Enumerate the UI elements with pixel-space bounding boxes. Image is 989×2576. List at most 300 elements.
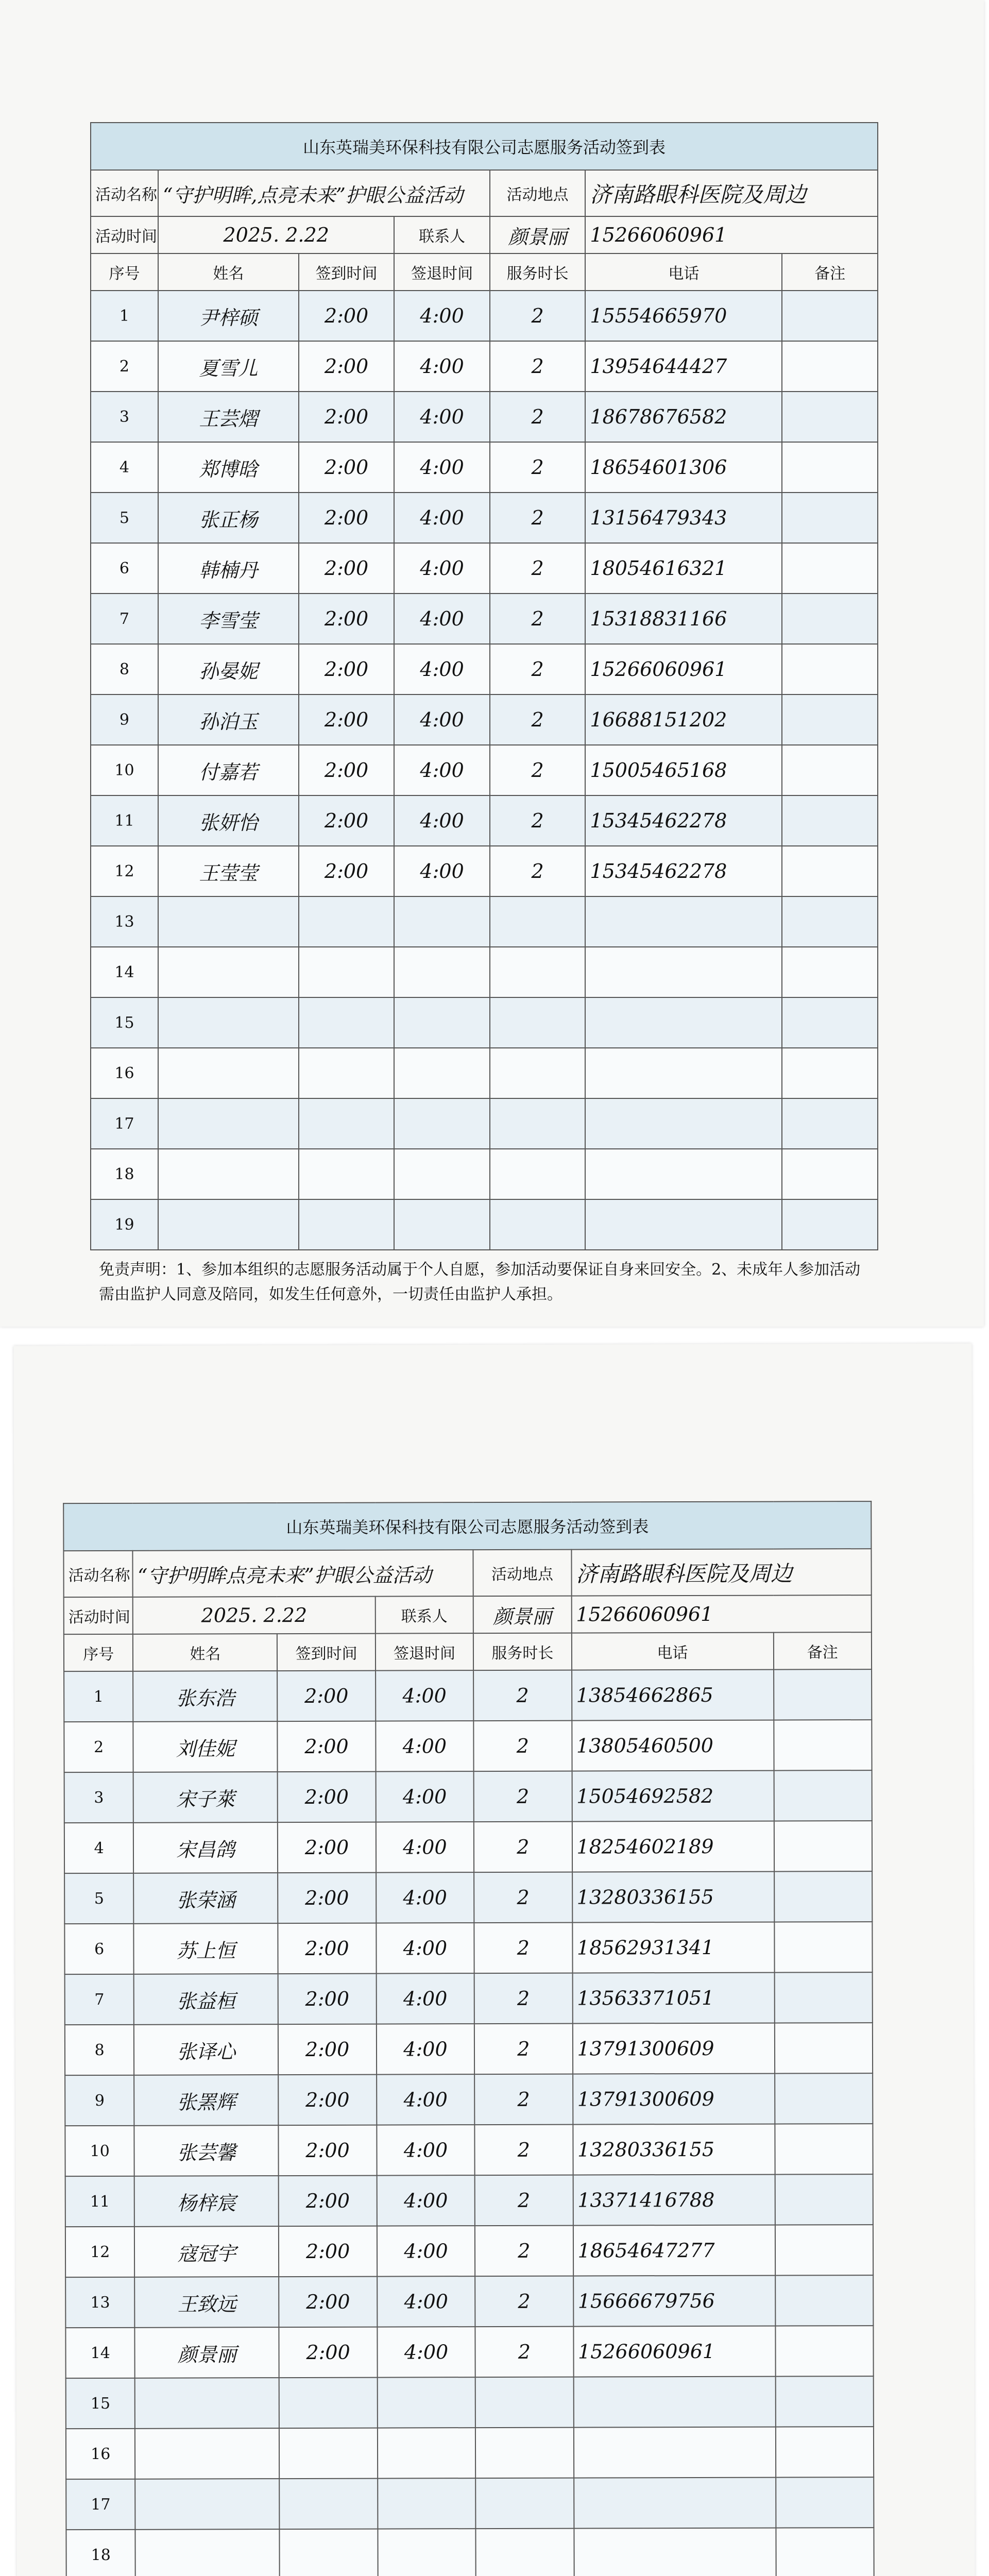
row-signin-time-cell (277, 1671, 376, 1721)
row-phone-cell (585, 745, 782, 795)
row-duration-cell (490, 291, 586, 341)
row-name: 王莹莹 (199, 861, 258, 885)
row-duration-cell (490, 341, 586, 392)
row-phone: 13563371051 (577, 1986, 714, 2010)
row-signout-time-cell (377, 2074, 475, 2125)
table-row (91, 392, 878, 442)
row-phone: 15005465168 (590, 759, 727, 782)
row-name: 张正杨 (199, 508, 258, 531)
row-duration-cell (490, 694, 586, 745)
row-name: 王致远 (177, 2292, 236, 2316)
row-signout-time-cell (394, 543, 490, 594)
row-signin-time-cell (279, 2428, 378, 2479)
row-duration: 2 (518, 2290, 531, 2313)
row-signout-time-cell (377, 2276, 475, 2327)
row-duration: 2 (516, 1684, 529, 1707)
row-remark-cell (782, 1149, 878, 1199)
row-signout-time: 4:00 (420, 506, 464, 529)
row-signout-time-cell (394, 947, 490, 997)
row-remark-cell (774, 1770, 872, 1821)
row-signin-time-cell (280, 2529, 378, 2576)
row-number: 15 (66, 2378, 135, 2429)
row-signout-time-cell (376, 1721, 474, 1771)
row-signin-time: 2:00 (324, 708, 369, 731)
row-signin-time-cell (279, 2277, 378, 2327)
header-phone: 电话 (571, 1633, 773, 1670)
table-row (91, 947, 878, 997)
row-signin-time-cell (299, 795, 395, 846)
row-name-cell (134, 1923, 278, 1974)
row-signin-time: 2:00 (324, 607, 369, 630)
row-signout-time-cell (394, 442, 490, 493)
row-duration: 2 (517, 1936, 530, 1959)
row-signin-time-cell (299, 341, 395, 392)
row-phone-cell (572, 2023, 774, 2074)
row-signout-time-cell (378, 2428, 476, 2478)
row-signin-time: 2:00 (324, 506, 369, 529)
row-name: 宋昌鸽 (176, 1838, 235, 1861)
row-duration: 2 (531, 759, 544, 782)
row-signin-time: 2:00 (306, 2290, 350, 2313)
row-name: 张妍怡 (199, 811, 258, 834)
row-name: 杨梓宸 (177, 2191, 236, 2215)
row-signin-time-cell (299, 1149, 395, 1199)
row-name-cell (135, 2529, 280, 2576)
row-phone: 15554665970 (590, 304, 727, 327)
row-signout-time: 4:00 (403, 1987, 448, 2010)
row-name-cell (158, 644, 299, 694)
row-remark-cell (774, 1922, 873, 1972)
table-row (66, 2477, 874, 2530)
row-name: 苏上恒 (176, 1939, 235, 1962)
row-name: 寇冠宇 (177, 2242, 236, 2265)
row-phone: 18654601306 (590, 456, 727, 479)
row-duration-cell (475, 2327, 574, 2377)
activity-time-value (158, 216, 394, 253)
row-duration-cell (490, 1149, 586, 1199)
row-signout-time-cell (394, 1098, 490, 1149)
row-remark-cell (774, 2023, 873, 2073)
row-signout-time: 4:00 (403, 1886, 447, 1909)
row-remark-cell (782, 291, 878, 341)
row-signin-time-cell (299, 392, 395, 442)
activity-name-label: 活动名称 (91, 170, 158, 216)
row-phone-cell (585, 493, 782, 543)
row-phone: 15266060961 (590, 658, 727, 681)
table-row (91, 896, 878, 947)
row-duration-cell (490, 1199, 586, 1250)
row-number: 13 (65, 2277, 135, 2328)
row-name-cell (158, 1149, 299, 1199)
contact-label: 联系人 (394, 216, 490, 253)
row-name: 尹梓硕 (199, 306, 258, 329)
row-phone-cell (573, 2276, 775, 2327)
row-signin-time: 2:00 (305, 1937, 349, 1960)
table-row (91, 1149, 878, 1199)
row-duration-cell (474, 1872, 572, 1923)
row-remark-cell (782, 947, 878, 997)
row-phone-cell (572, 1720, 774, 1771)
row-duration: 2 (531, 304, 544, 327)
row-duration-cell (475, 2478, 574, 2529)
header-name: 姓名 (133, 1634, 277, 1671)
row-name-cell (135, 2327, 279, 2378)
row-phone: 18678676582 (590, 405, 727, 428)
row-duration-cell (474, 1923, 573, 1973)
row-phone-cell (585, 291, 782, 341)
row-signin-time-cell (278, 2024, 377, 2075)
table-row (91, 1048, 878, 1098)
row-remark-cell (774, 1669, 872, 1720)
header-signout: 签退时间 (394, 253, 490, 291)
row-signout-time-cell (377, 2226, 475, 2276)
row-duration-cell (474, 1973, 573, 2024)
row-signout-time-cell (394, 493, 490, 543)
row-phone: 18054616321 (590, 557, 727, 580)
row-signin-time-cell (299, 291, 395, 341)
row-signout-time-cell (394, 644, 490, 694)
row-name-cell (158, 694, 299, 745)
row-phone-cell (573, 2175, 775, 2226)
row-duration: 2 (531, 708, 544, 731)
row-remark-cell (782, 644, 878, 694)
signin-sheet-1 (90, 122, 878, 1314)
row-number: 16 (91, 1048, 158, 1098)
row-number: 7 (91, 594, 158, 644)
row-signout-time: 4:00 (402, 1785, 447, 1808)
row-name-cell (134, 2075, 279, 2126)
table-row (91, 644, 878, 694)
row-number: 5 (91, 493, 158, 543)
row-signout-time: 4:00 (404, 2290, 448, 2313)
row-duration-cell (490, 795, 586, 846)
signin-table (63, 1501, 875, 2576)
row-phone: 16688151202 (590, 708, 727, 731)
row-duration: 2 (531, 506, 544, 529)
row-name: 张荣涵 (176, 1888, 235, 1912)
row-remark-cell (775, 2124, 873, 2174)
header-signin: 签到时间 (299, 253, 395, 291)
row-signin-time: 2:00 (305, 1987, 350, 2010)
row-signout-time-cell (394, 594, 490, 644)
row-duration-cell (474, 2074, 573, 2125)
row-name: 张芸馨 (177, 2141, 236, 2164)
row-name-cell (134, 2176, 279, 2227)
row-duration: 2 (531, 405, 544, 428)
row-phone: 13791300609 (577, 2037, 714, 2060)
header-remark: 备注 (773, 1632, 872, 1669)
table-row (91, 341, 878, 392)
row-number: 17 (66, 2479, 135, 2530)
row-remark-cell (782, 745, 878, 795)
row-duration: 2 (517, 2037, 530, 2060)
row-signout-time: 4:00 (403, 1937, 448, 1960)
row-signin-time-cell (278, 1822, 376, 1873)
row-phone-cell (572, 1771, 774, 1822)
table-row (64, 1669, 872, 1722)
row-signout-time: 4:00 (420, 304, 464, 327)
table-row (91, 997, 878, 1048)
row-remark-cell (782, 341, 878, 392)
activity-time-value (133, 1597, 376, 1634)
table-row (91, 1098, 878, 1149)
activity-name-text: “守护明眸点亮未来”护眼公益活动 (137, 1563, 432, 1587)
table-row (65, 1972, 873, 2025)
row-name-cell (133, 1772, 278, 1823)
row-number: 3 (91, 392, 158, 442)
row-remark-cell (782, 392, 878, 442)
contact-name-value (473, 1596, 572, 1633)
row-signin-time-cell (279, 2378, 378, 2428)
row-phone-cell (585, 1199, 782, 1250)
row-number: 8 (91, 644, 158, 694)
row-name-cell (135, 2479, 280, 2530)
row-duration: 2 (517, 1886, 530, 1909)
row-name-cell (158, 341, 299, 392)
activity-location-value (585, 170, 878, 216)
row-signout-time-cell (376, 1771, 474, 1822)
row-signout-time: 4:00 (420, 809, 464, 832)
row-signin-time-cell (299, 846, 395, 896)
row-signout-time-cell (378, 2529, 476, 2576)
row-signin-time-cell (299, 442, 395, 493)
row-phone-cell (572, 1821, 774, 1872)
row-name: 韩楠丹 (199, 558, 258, 582)
row-number: 19 (91, 1199, 158, 1250)
row-number: 12 (65, 2227, 135, 2277)
activity-time-label: 活动时间 (91, 216, 158, 253)
row-name: 王芸熠 (199, 407, 258, 430)
table-row (91, 291, 878, 341)
row-signout-time: 4:00 (402, 1684, 447, 1707)
activity-time-text: 2025. 2.22 (223, 224, 329, 246)
row-number: 13 (91, 896, 158, 947)
row-signin-time-cell (299, 694, 395, 745)
row-signin-time-cell (299, 1199, 395, 1250)
header-remark: 备注 (782, 253, 878, 291)
row-phone: 15666679756 (577, 2289, 715, 2313)
row-phone: 13805460500 (576, 1734, 714, 1757)
row-duration: 2 (518, 2239, 531, 2262)
row-name-cell (135, 2378, 279, 2429)
row-name-cell (158, 997, 299, 1048)
row-signin-time-cell (299, 1048, 395, 1098)
row-signin-time: 2:00 (305, 2088, 350, 2111)
row-remark-cell (782, 846, 878, 896)
row-name-cell (134, 1974, 278, 2025)
row-name: 张罴辉 (177, 2090, 236, 2114)
table-row (64, 1770, 872, 1823)
row-phone: 18562931341 (576, 1936, 714, 1959)
row-name-cell (158, 1048, 299, 1098)
row-signin-time: 2:00 (305, 2139, 350, 2162)
row-remark-cell (775, 2427, 874, 2477)
row-phone-cell (585, 997, 782, 1048)
row-number: 6 (91, 543, 158, 594)
row-number: 1 (64, 1671, 133, 1722)
sheet-title: 山东英瑞美环保科技有限公司志愿服务活动签到表 (63, 1501, 871, 1551)
table-row (91, 1199, 878, 1250)
row-signin-time-cell (279, 2327, 378, 2378)
table-row (64, 1922, 872, 1974)
activity-name-value (133, 1550, 473, 1597)
row-phone-cell (585, 694, 782, 745)
row-name-cell (158, 291, 299, 341)
row-duration-cell (490, 493, 586, 543)
row-name-cell (133, 1721, 278, 1772)
row-phone-cell (585, 846, 782, 896)
row-duration-cell (475, 2125, 573, 2175)
row-duration: 2 (531, 860, 544, 883)
row-signout-time-cell (394, 846, 490, 896)
row-duration-cell (476, 2529, 574, 2576)
row-number: 12 (91, 846, 158, 896)
row-phone: 13280336155 (577, 2138, 715, 2161)
contact-phone-value (585, 216, 878, 253)
activity-location-value (571, 1549, 872, 1596)
row-remark-cell (782, 1048, 878, 1098)
contact-name-value (490, 216, 586, 253)
row-duration: 2 (531, 456, 544, 479)
row-duration: 2 (517, 1835, 530, 1858)
row-signin-time: 2:00 (324, 860, 369, 883)
row-signin-time-cell (279, 2176, 377, 2226)
row-remark-cell (782, 493, 878, 543)
row-number: 4 (64, 1823, 134, 1873)
row-signin-time-cell (299, 745, 395, 795)
row-duration-cell (490, 745, 586, 795)
row-duration: 2 (516, 1785, 530, 1808)
row-phone: 13280336155 (576, 1885, 714, 1909)
row-signout-time: 4:00 (420, 708, 464, 731)
row-phone-cell (585, 896, 782, 947)
row-signout-time: 4:00 (420, 860, 464, 883)
row-phone-cell (572, 1872, 774, 1923)
row-signin-time: 2:00 (305, 2240, 350, 2263)
row-number: 1 (91, 291, 158, 341)
row-signout-time: 4:00 (420, 759, 464, 782)
row-duration-cell (475, 2226, 573, 2276)
row-signin-time-cell (278, 1772, 376, 1822)
signin-table (90, 122, 878, 1314)
row-signin-time-cell (278, 1721, 376, 1772)
row-name-cell (158, 442, 299, 493)
activity-location-label: 活动地点 (473, 1550, 572, 1596)
row-duration-cell (490, 1098, 586, 1149)
row-remark-cell (774, 1871, 873, 1922)
contact-name-text: 颜景丽 (493, 1605, 552, 1628)
row-signout-time-cell (394, 896, 490, 947)
row-phone: 13156479343 (590, 506, 727, 529)
row-signout-time: 4:00 (420, 456, 464, 479)
row-phone-cell (573, 2377, 775, 2428)
table-row (91, 493, 878, 543)
row-signin-time: 2:00 (305, 2189, 350, 2212)
row-phone-cell (572, 1973, 774, 2024)
row-name-cell (158, 896, 299, 947)
row-phone-cell (573, 2124, 775, 2175)
table-row (65, 2174, 873, 2227)
row-number: 8 (65, 2025, 134, 2075)
row-signout-time-cell (376, 1822, 474, 1872)
row-duration: 2 (517, 2189, 531, 2212)
row-signin-time-cell (279, 2125, 377, 2176)
row-phone: 18254602189 (576, 1835, 714, 1858)
contact-name-text: 颜景丽 (508, 225, 567, 248)
row-signin-time: 2:00 (304, 1735, 349, 1758)
row-remark-cell (776, 2528, 874, 2576)
row-duration-cell (490, 392, 586, 442)
row-name-cell (158, 1199, 299, 1250)
header-signin: 签到时间 (277, 1634, 376, 1671)
row-name-cell (133, 1822, 278, 1873)
row-phone-cell (573, 2326, 775, 2377)
row-signout-time-cell (377, 2327, 475, 2377)
row-phone-cell (585, 341, 782, 392)
row-signin-time: 2:00 (324, 759, 369, 782)
table-row (65, 2326, 873, 2378)
row-signout-time-cell (394, 392, 490, 442)
row-name-cell (158, 594, 299, 644)
row-phone-cell (585, 1048, 782, 1098)
row-phone: 15054692582 (576, 1784, 714, 1808)
row-duration-cell (490, 543, 586, 594)
row-duration-cell (490, 644, 586, 694)
row-signin-time: 2:00 (306, 2341, 350, 2364)
row-duration: 2 (531, 809, 544, 832)
row-signin-time-cell (278, 2075, 377, 2125)
row-name: 孙晏妮 (199, 659, 258, 683)
row-duration: 2 (531, 355, 544, 378)
row-signout-time: 4:00 (403, 2088, 448, 2111)
table-row (66, 2528, 874, 2576)
row-duration-cell (474, 2024, 573, 2074)
row-signout-time-cell (394, 745, 490, 795)
row-phone-cell (574, 2478, 776, 2529)
row-signout-time-cell (394, 1048, 490, 1098)
row-duration: 2 (531, 658, 544, 681)
row-remark-cell (775, 2073, 873, 2124)
row-remark-cell (782, 442, 878, 493)
row-signin-time-cell (279, 2226, 377, 2277)
activity-location-text: 济南路眼科医院及周边 (576, 1561, 793, 1587)
row-signin-time: 2:00 (304, 1836, 349, 1859)
row-duration-cell (475, 2175, 573, 2226)
row-duration: 2 (518, 2340, 531, 2363)
row-name-cell (158, 493, 299, 543)
row-signin-time-cell (280, 2479, 378, 2529)
row-duration: 2 (516, 1734, 529, 1757)
contact-phone-text: 15266060961 (590, 224, 727, 246)
table-row (65, 2225, 873, 2277)
row-signout-time-cell (394, 1199, 490, 1250)
contact-phone-text: 15266060961 (576, 1602, 713, 1626)
row-signin-time: 2:00 (324, 557, 369, 580)
disclaimer-cell (91, 1250, 878, 1314)
row-signin-time-cell (278, 1923, 377, 1974)
row-phone: 13371416788 (577, 2188, 715, 2212)
row-name: 李雪莹 (199, 609, 258, 632)
header-duration: 服务时长 (473, 1633, 572, 1670)
paper-sheet-2 (13, 1344, 975, 2576)
table-row (66, 2376, 874, 2429)
row-signin-time-cell (278, 1873, 376, 1923)
row-duration-cell (490, 1048, 586, 1098)
row-signin-time: 2:00 (304, 1785, 349, 1808)
row-phone-cell (585, 947, 782, 997)
row-duration-cell (473, 1721, 572, 1771)
row-duration-cell (475, 2428, 574, 2478)
